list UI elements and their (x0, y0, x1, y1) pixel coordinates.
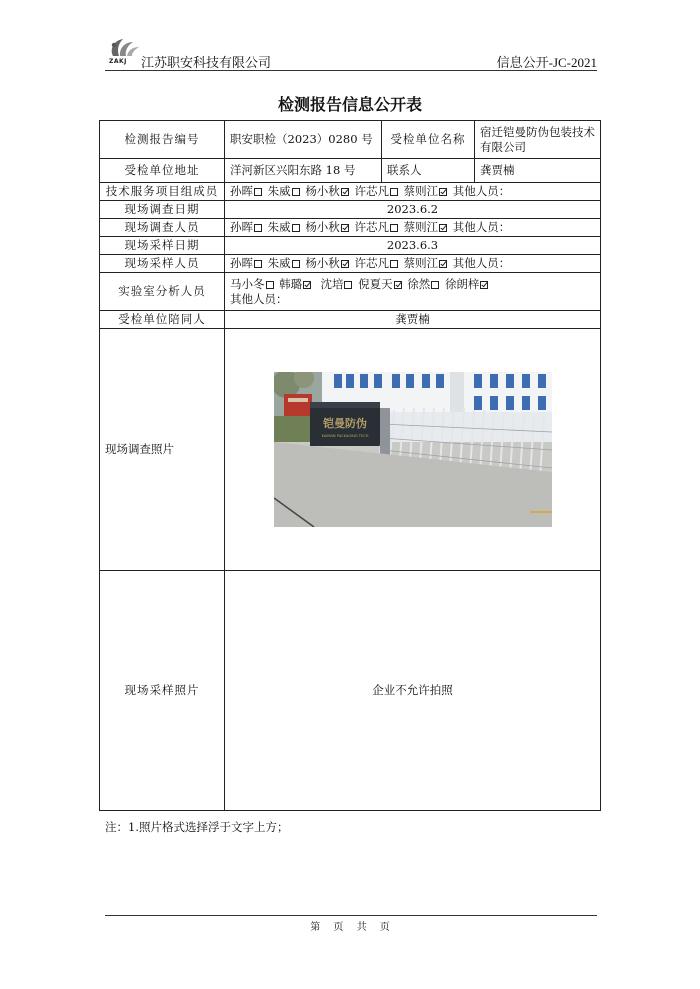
staff-name: 蔡则江 (403, 256, 439, 270)
staff-name: 杨小秋 (305, 184, 340, 198)
staff-name: 韩璐 (279, 276, 303, 291)
table-row (100, 329, 601, 571)
other-staff-label: 其他人员： (452, 184, 511, 198)
checkbox-unchecked-icon (344, 281, 352, 289)
sampling-date-value: 2023.6.3 (225, 237, 601, 255)
staff-name: 徐朗梓 (444, 276, 480, 291)
survey-photo-cell (225, 329, 601, 571)
staff-name: 朱威 (267, 220, 291, 234)
checkbox-unchecked-icon (292, 260, 300, 268)
gate-sign-text: 铠曼防伪 (322, 417, 367, 430)
other-staff-label: 其他人员： (452, 220, 511, 234)
survey-photo-label: 现场调查照片 (100, 329, 225, 571)
sampling-photo-label: 现场采样照片 (100, 571, 225, 811)
contact-label: 联系人 (382, 159, 475, 183)
table-row (100, 273, 601, 311)
staff-name: 许芯凡 (354, 256, 389, 270)
document-number: 信息公开-JC-2021 (496, 55, 597, 70)
survey-date-label: 现场调查日期 (100, 201, 225, 219)
checkbox-unchecked-icon (254, 224, 262, 232)
page-header (105, 36, 597, 71)
checkbox-checked-icon (341, 224, 349, 232)
checkbox-unchecked-icon (390, 224, 398, 232)
staff-name: 孙晖 (230, 184, 253, 198)
staff-name: 许芯凡 (354, 220, 389, 234)
staff-name: 朱威 (267, 256, 291, 270)
sampling-staff (225, 255, 601, 273)
table-row (100, 159, 601, 183)
table-row (100, 121, 601, 159)
staff-name: 杨小秋 (305, 256, 340, 270)
checkbox-unchecked-icon (292, 188, 300, 196)
sampling-staff-label: 现场采样人员 (100, 255, 225, 273)
staff-name: 沈培 (320, 276, 344, 291)
unit-name-value: 宿迁铠曼防伪包装技术有限公司 (475, 121, 601, 159)
table-row (100, 255, 601, 273)
footnote: 注：1.照片格式选择浮于文字上方； (105, 820, 289, 834)
staff-name: 马小冬 (230, 276, 265, 291)
page-title: 检测报告信息公开表 (277, 95, 422, 114)
table-row (100, 237, 601, 255)
companion-value: 龚贾楠 (225, 311, 601, 329)
staff-name: 徐然 (407, 276, 431, 291)
checkbox-checked-icon (439, 188, 447, 196)
footer-divider (105, 915, 597, 916)
contact-value: 龚贾楠 (475, 159, 601, 183)
checkbox-checked-icon (303, 281, 311, 289)
staff-name: 蔡则江 (403, 220, 439, 234)
checkbox-unchecked-icon (292, 224, 300, 232)
checkbox-unchecked-icon (390, 188, 398, 196)
companion-label: 受检单位陪同人 (100, 311, 225, 329)
staff-name: 孙晖 (230, 220, 253, 234)
staff-name: 朱威 (267, 184, 291, 198)
checkbox-checked-icon (439, 224, 447, 232)
table-row (100, 571, 601, 811)
unit-name-label: 受检单位名称 (382, 121, 475, 159)
address-value: 洋河新区兴阳东路 18 号 (225, 159, 382, 183)
survey-date-value: 2023.6.2 (225, 201, 601, 219)
survey-staff (225, 219, 601, 237)
staff-name: 孙晖 (230, 256, 253, 270)
table-row (100, 201, 601, 219)
table-row (100, 311, 601, 329)
gate-sign-subtitle: KAIMAN PACKAGING TECH (321, 434, 368, 438)
checkbox-unchecked-icon (254, 188, 262, 196)
report-number-value: 职安职检（2023）0280 号 (225, 121, 382, 159)
logo-text: ZAKJ (109, 58, 127, 65)
report-info-table (99, 120, 601, 811)
table-row (100, 219, 601, 237)
lab-analysts (225, 273, 601, 311)
checkbox-unchecked-icon (431, 281, 439, 289)
checkbox-unchecked-icon (390, 260, 398, 268)
team-members (225, 183, 601, 201)
site-survey-photo (274, 372, 552, 527)
lab-analyst-label: 实验室分析人员 (100, 273, 225, 311)
checkbox-checked-icon (439, 260, 447, 268)
report-number-label: 检测报告编号 (100, 121, 225, 159)
other-staff-label: 其他人员： (230, 291, 288, 306)
address-label: 受检单位地址 (100, 159, 225, 183)
page-footer: 第 页 共 页 (310, 922, 390, 933)
other-staff-label: 其他人员： (452, 256, 511, 270)
staff-name: 许芯凡 (354, 184, 389, 198)
checkbox-unchecked-icon (266, 281, 274, 289)
company-name: 江苏职安科技有限公司 (141, 56, 272, 71)
staff-name: 蔡则江 (403, 184, 439, 198)
checkbox-unchecked-icon (254, 260, 262, 268)
checkbox-checked-icon (341, 260, 349, 268)
sampling-photo-note: 企业不允许拍照 (225, 571, 601, 811)
table-row (100, 183, 601, 201)
checkbox-checked-icon (394, 281, 402, 289)
sampling-date-label: 现场采样日期 (100, 237, 225, 255)
checkbox-checked-icon (341, 188, 349, 196)
staff-name: 倪夏天 (358, 276, 393, 291)
checkbox-checked-icon (480, 281, 488, 289)
staff-name: 杨小秋 (305, 220, 340, 234)
survey-staff-label: 现场调查人员 (100, 219, 225, 237)
team-label: 技术服务项目组成员 (100, 183, 225, 201)
